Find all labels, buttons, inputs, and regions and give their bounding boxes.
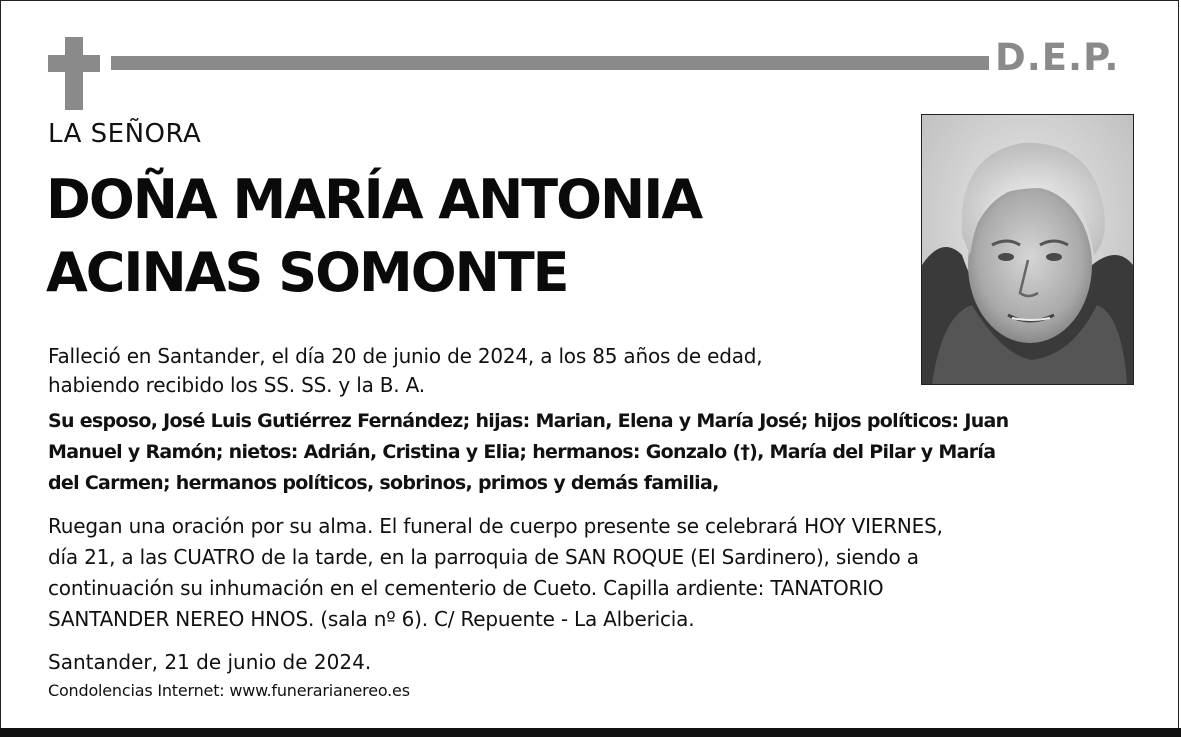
place-and-date: Santander, 21 de junio de 2024. (48, 650, 372, 674)
family-line: Manuel y Ramón; nietos: Adrián, Cristina y Elia; hermanos: Gonzalo (†), María del Pilar y María (48, 441, 996, 463)
funeral-line: Ruegan una oración por su alma. El funeral de cuerpo presente se celebrará HOY VIERNES, (48, 514, 943, 538)
deceased-name-line-2: ACINAS SOMONTE (46, 241, 568, 304)
deceased-portrait-photo (921, 114, 1134, 385)
death-notice-line: Falleció en Santander, el día 20 de junio de 2024, a los 85 años de edad, (48, 344, 763, 368)
funeral-line: SANTANDER NEREO HNOS. (sala nº 6). C/ Repuente - La Albericia. (48, 607, 695, 631)
family-line: Su esposo, José Luis Gutiérrez Fernández; hijas: Marian, Elena y María José; hijos políticos: Juan (48, 410, 1009, 432)
bottom-rule (0, 728, 1181, 737)
deceased-name-line-1: DOÑA MARÍA ANTONIA (46, 168, 702, 231)
honorific-prefix: LA SEÑORA (48, 119, 202, 149)
funeral-details (48, 511, 943, 635)
dep-heading: D.E.P. (995, 36, 1120, 79)
funeral-line: día 21, a las CUATRO de la tarde, en la parroquia de SAN ROQUE (El Sardinero), siendo a (48, 545, 919, 569)
header-rule (111, 56, 989, 70)
funeral-line: continuación su inhumación en el cementerio de Cueto. Capilla ardiente: TANATORIO (48, 576, 884, 600)
family-line: del Carmen; hermanos políticos, sobrinos, primos y demás familia, (48, 472, 719, 494)
family-list (48, 406, 1008, 499)
death-notice (48, 342, 762, 400)
death-notice-line: habiendo recibido los SS. SS. y la B. A. (48, 373, 425, 397)
condolences-line: Condolencias Internet: www.funerarianereo.es (48, 681, 410, 700)
